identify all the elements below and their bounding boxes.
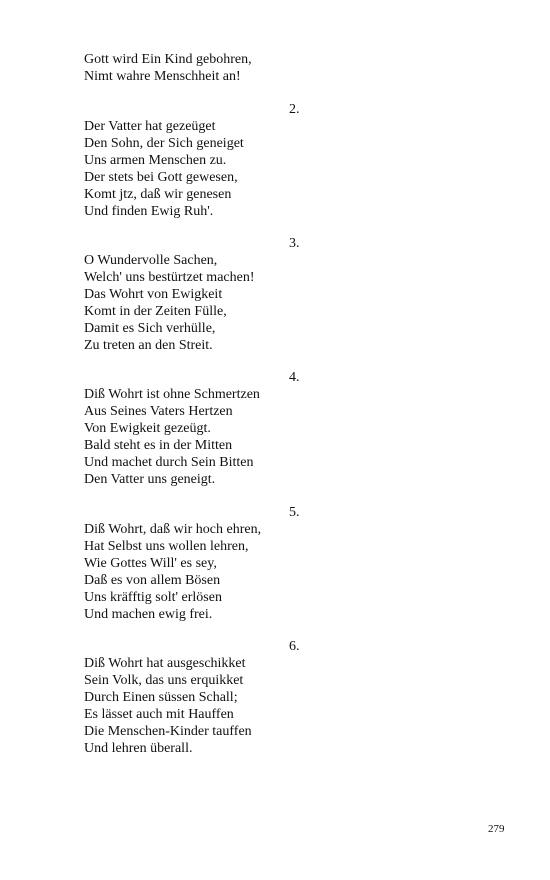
verse-line: Komt jtz, daß wir genesen	[84, 187, 232, 202]
verse-line: Uns kräfftig solt' erlösen	[84, 590, 222, 605]
stanza-lines	[84, 386, 260, 488]
verse-line: Daß es von allem Bösen	[84, 573, 221, 588]
verse-line: Gott wird Ein Kind gebohren,	[84, 52, 252, 67]
verse-line: Zu treten an den Streit.	[84, 338, 213, 353]
verse-line: O Wundervolle Sachen,	[84, 253, 218, 268]
page-number: 279	[488, 823, 505, 835]
stanza-number: 6.	[289, 639, 300, 654]
verse-line: Und machet durch Sein Bitten	[84, 455, 254, 470]
verse-line: Welch' uns bestürtzet machen!	[84, 270, 255, 285]
verse-line: Bald steht es in der Mitten	[84, 438, 233, 453]
verse-line: Aus Seines Vaters Hertzen	[84, 404, 233, 419]
stanza-lines	[84, 655, 252, 757]
verse-line: Uns armen Menschen zu.	[84, 153, 227, 168]
verse-line: Den Vatter uns geneigt.	[84, 472, 216, 487]
verse-line: Sein Volk, das uns erquikket	[84, 673, 244, 688]
stanza-lines	[84, 521, 261, 623]
verse-line: Von Ewigkeit gezeügt.	[84, 421, 211, 436]
stanza-number: 3.	[289, 236, 300, 251]
verse-line: Und finden Ewig Ruh'.	[84, 204, 214, 219]
verse-line: Wie Gottes Will' es sey,	[84, 556, 217, 571]
verse-line: Die Menschen-Kinder tauffen	[84, 724, 252, 739]
stanza-number: 4.	[289, 370, 300, 385]
stanza-number: 5.	[289, 505, 300, 520]
verse-line: Nimt wahre Menschheit an!	[84, 69, 241, 84]
verse-line: Der Vatter hat gezeüget	[84, 119, 216, 134]
stanza-lines	[84, 252, 255, 354]
stanza-lines	[84, 118, 244, 220]
verse-line: Diß Wohrt, daß wir hoch ehren,	[84, 522, 262, 537]
verse-line: Es lässet auch mit Hauffen	[84, 707, 234, 722]
verse-line: Und machen ewig frei.	[84, 607, 213, 622]
verse-line: Durch Einen süssen Schall;	[84, 690, 238, 705]
verse-line: Diß Wohrt hat ausgeschikket	[84, 656, 246, 671]
intro-lines	[84, 51, 252, 85]
verse-line: Und lehren überall.	[84, 741, 193, 756]
verse-line: Komt in der Zeiten Fülle,	[84, 304, 227, 319]
stanza-number: 2.	[289, 102, 300, 117]
verse-line: Damit es Sich verhülle,	[84, 321, 216, 336]
verse-line: Der stets bei Gott gewesen,	[84, 170, 238, 185]
verse-line: Diß Wohrt ist ohne Schmertzen	[84, 387, 260, 402]
verse-line: Hat Selbst uns wollen lehren,	[84, 539, 249, 554]
verse-line: Das Wohrt von Ewigkeit	[84, 287, 223, 302]
verse-line: Den Sohn, der Sich geneiget	[84, 136, 244, 151]
